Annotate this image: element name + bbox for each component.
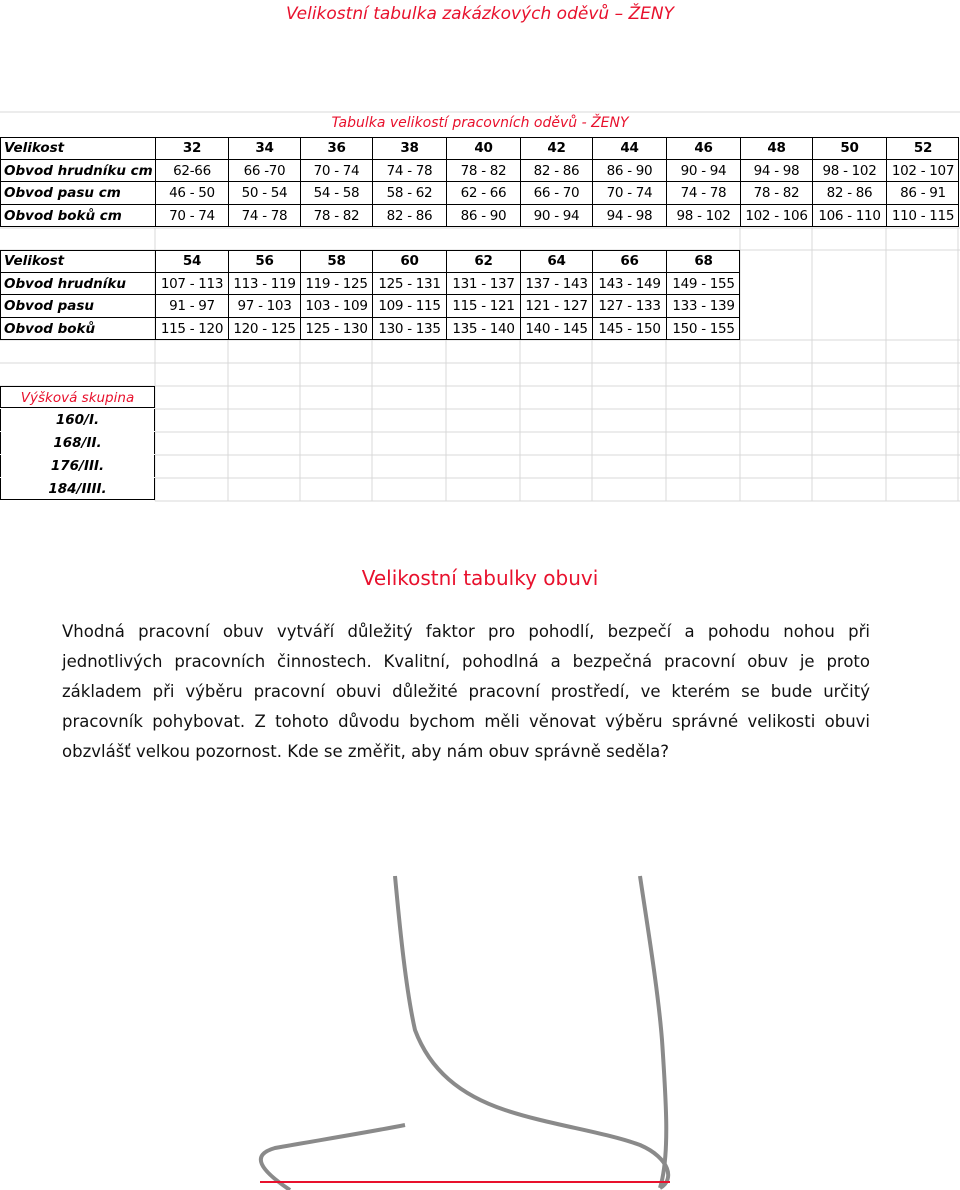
table-cell: 86 - 90 — [446, 205, 520, 228]
table-cell: 91 - 97 — [155, 295, 228, 318]
table-cell: 90 - 94 — [666, 160, 740, 183]
table-cell: 115 - 120 — [155, 318, 228, 341]
table-cell: 78 - 82 — [740, 182, 812, 205]
table-cell: 62 — [446, 250, 520, 273]
table-cell: 46 — [666, 137, 740, 160]
shoe-section-paragraph: Vhodná pracovní obuv vytváří důležitý faktor pro pohodlí, bezpečí a pohodu nohou při jednotlivých pracovních činnostech. Kvalitní, pohodlná a bezpečná pracovní obuv je proto základem při výběru pracovní obuvi důležité pracovní prostředí, ve kterém se bude určitý pracovník pohybovat. Z tohoto důvodu bychom měli věnovat výběru správné velikosti obuvi obzvlášť velkou pozornost. Kde se změřit, aby nám obuv správně seděla? — [62, 622, 870, 761]
table-cell: 68 — [666, 250, 740, 273]
table-cell: 127 - 133 — [592, 295, 666, 318]
table-cell: 52 — [886, 137, 959, 160]
table-cell: 125 - 131 — [372, 273, 446, 296]
table-cell: 62 - 66 — [446, 182, 520, 205]
table-cell: 74 - 78 — [228, 205, 300, 228]
table-cell: 110 - 115 — [886, 205, 959, 228]
foot-toe-outline — [261, 1125, 405, 1190]
table-cell: 98 - 102 — [666, 205, 740, 228]
table-cell: 54 — [155, 250, 228, 273]
table-cell: 70 - 74 — [155, 205, 228, 228]
foot-outline-back — [640, 876, 666, 1188]
row-label: Obvod boků — [4, 320, 96, 337]
height-group-item: 160/I. — [0, 409, 155, 431]
table-cell: 62-66 — [155, 160, 228, 183]
table-cell: 107 - 113 — [155, 273, 228, 296]
table-cell: 50 - 54 — [228, 182, 300, 205]
table-cell: 70 - 74 — [592, 182, 666, 205]
table-cell: 143 - 149 — [592, 273, 666, 296]
row-label: Obvod hrudníku cm — [0, 160, 155, 183]
table-cell: 86 - 91 — [886, 182, 959, 205]
table-cell: 56 — [228, 250, 300, 273]
table-cell: 44 — [592, 137, 666, 160]
table-cell: 74 - 78 — [666, 182, 740, 205]
table-cell: 58 — [300, 250, 372, 273]
table-cell: 54 - 58 — [300, 182, 372, 205]
table-cell: 50 — [812, 137, 886, 160]
table-cell: 58 - 62 — [372, 182, 446, 205]
table-cell: 130 - 135 — [372, 318, 446, 341]
table-cell: 32 — [155, 137, 228, 160]
table-cell: 40 — [446, 137, 520, 160]
table-cell: 125 - 130 — [300, 318, 372, 341]
table-cell: 78 - 82 — [446, 160, 520, 183]
page-title: Velikostní tabulka zakázkových oděvů – ŽENY — [286, 4, 674, 24]
table-cell: 120 - 125 — [228, 318, 300, 341]
table-cell: 66 -70 — [228, 160, 300, 183]
table-cell: 145 - 150 — [592, 318, 666, 341]
foot-outline-illustration — [230, 870, 730, 1190]
height-group-item: 184/IIII. — [0, 478, 155, 500]
table-cell: 36 — [300, 137, 372, 160]
table-cell: 66 — [592, 250, 666, 273]
table-cell: 82 - 86 — [812, 182, 886, 205]
table-cell: 94 - 98 — [740, 160, 812, 183]
table-cell: 103 - 109 — [300, 295, 372, 318]
table-cell: 48 — [740, 137, 812, 160]
row-label: Obvod hrudníku — [0, 273, 155, 296]
table-cell: 149 - 155 — [666, 273, 740, 296]
shoe-section-title: Velikostní tabulky obuvi — [361, 566, 599, 590]
table-cell: 38 — [372, 137, 446, 160]
table-cell: 34 — [228, 137, 300, 160]
table-cell: 86 - 90 — [592, 160, 666, 183]
table-cell: 70 - 74 — [300, 160, 372, 183]
row-label: Obvod pasu cm — [0, 182, 155, 205]
table-cell: 133 - 139 — [666, 295, 740, 318]
table-cell: 140 - 145 — [520, 318, 592, 341]
table-cell: 102 - 106 — [740, 205, 812, 228]
table-cell: 42 — [520, 137, 592, 160]
table-cell: 102 - 107 — [886, 160, 959, 183]
row-label: Obvod boků cm — [4, 207, 122, 224]
table-cell: 131 - 137 — [446, 273, 520, 296]
height-group-item: 176/III. — [0, 455, 155, 477]
height-group-header: Výšková skupina — [0, 386, 155, 408]
table-cell: 106 - 110 — [812, 205, 886, 228]
table-cell: 97 - 103 — [228, 295, 300, 318]
table-cell: 98 - 102 — [812, 160, 886, 183]
table-cell: 94 - 98 — [592, 205, 666, 228]
table-cell: 82 - 86 — [520, 160, 592, 183]
table-cell: 66 - 70 — [520, 182, 592, 205]
table-cell: 82 - 86 — [372, 205, 446, 228]
table-cell: 46 - 50 — [155, 182, 228, 205]
table-cell: 115 - 121 — [446, 295, 520, 318]
foot-outline — [395, 876, 668, 1188]
table-cell: 113 - 119 — [228, 273, 300, 296]
table-cell: 64 — [520, 250, 592, 273]
table-cell: 78 - 82 — [300, 205, 372, 228]
table-cell: 137 - 143 — [520, 273, 592, 296]
height-group-item: 168/II. — [0, 432, 155, 454]
table-cell: 119 - 125 — [300, 273, 372, 296]
table-cell: 150 - 155 — [666, 318, 740, 341]
table-cell: 121 - 127 — [520, 295, 592, 318]
table1-caption: Tabulka velikostí pracovních oděvů - ŽENY — [331, 115, 629, 131]
table-cell: 109 - 115 — [372, 295, 446, 318]
row-label: Velikost — [0, 250, 155, 273]
table-cell: 90 - 94 — [520, 205, 592, 228]
table-cell: 60 — [372, 250, 446, 273]
table-cell: 135 - 140 — [446, 318, 520, 341]
table-cell: 74 - 78 — [372, 160, 446, 183]
row-label: Obvod pasu — [0, 295, 155, 318]
row-label: Velikost — [0, 137, 155, 160]
